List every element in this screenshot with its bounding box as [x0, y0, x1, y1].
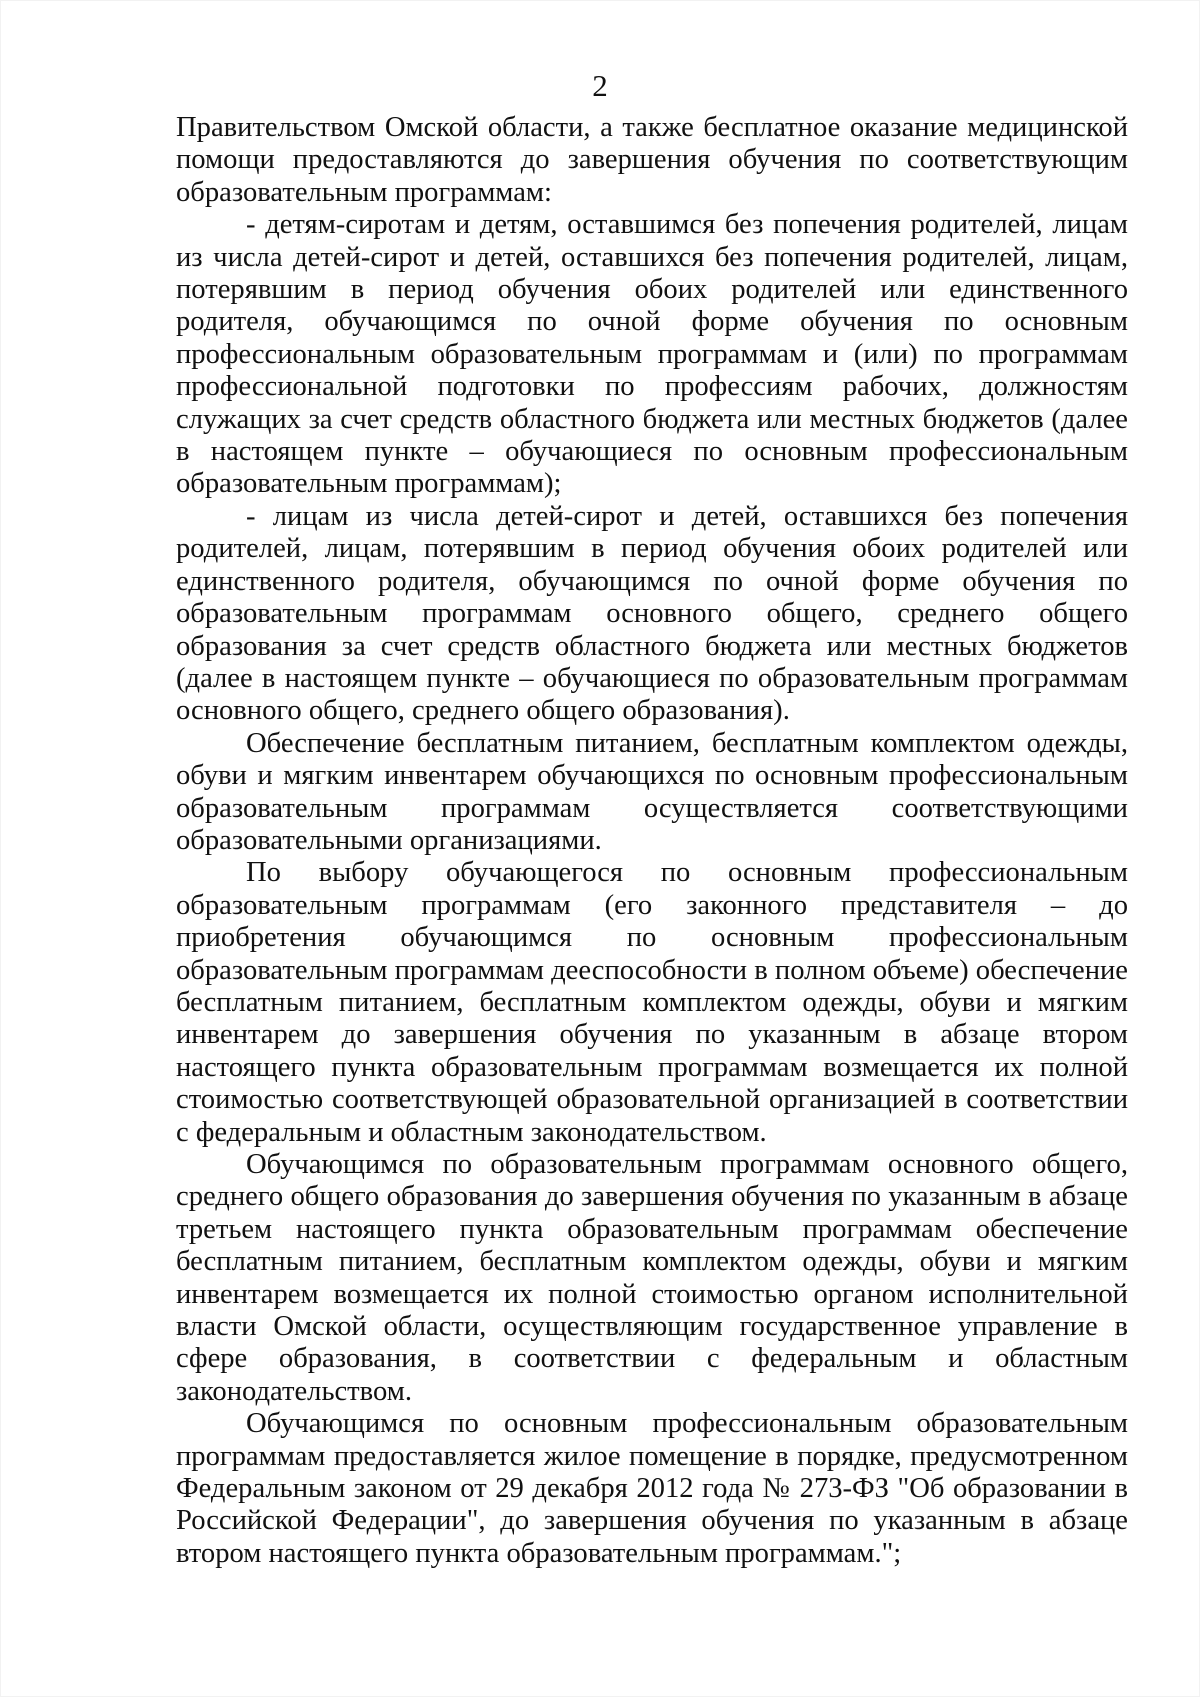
paragraph-choice-compensation: По выбору обучающегося по основным профессиональным образовательным программам (его законного представителя – до приобретения обучающимся по основным профессиональным образовательным программам дееспособности в полном объеме) обеспечение бесплатным питанием, бесплатным комплектом одежды, обуви и мягким инвентарем до завершения обучения по указанным в абзаце втором настоящего пункта образовательным программам возмещается их полной стоимостью соответствующей образовательной организацией в соответствии с федеральным и областным законодательством.: [176, 857, 1128, 1148]
paragraph-general-compensation: Обучающимся по образовательным программам основного общего, среднего общего образования до завершения обучения по указанным в абзаце третьем настоящего пункта образовательным программам обеспечение бесплатным питанием, бесплатным комплектом одежды, обуви и мягким инвентарем возмещается их полной стоимостью органом исполнительной власти Омской области, осуществляющим государственное управление в сфере образования, в соответствии с федеральным и областным законодательством.: [176, 1149, 1128, 1407]
paragraph-provision: Обеспечение бесплатным питанием, бесплатным комплектом одежды, обуви и мягким инвентарем обучающихся по основным профессиональным образовательным программам осуществляется соответствующими образовательными организациями.: [176, 727, 1128, 856]
paragraph-continuation: Правительством Омской области, а также бесплатное оказание медицинской помощи предоставляются до завершения обучения по соответствующим образовательным программам:: [176, 112, 1128, 208]
paragraph-housing: Обучающимся по основным профессиональным образовательным программам предоставляется жилое помещение в порядке, предусмотренном Федеральным законом от 29 декабря 2012 года № 273-ФЗ "Об образовании в Российской Федерации", до завершения обучения по указанным в абзаце втором настоящего пункта образовательным программам.";: [176, 1408, 1128, 1569]
document-body: [176, 112, 1128, 1570]
list-item-orphans-professional: - детям-сиротам и детям, оставшимся без попечения родителей, лицам из числа детей-сирот и детей, оставшихся без попечения родителей, лицам, потерявшим в период обучения обоих родителей или единственного родителя, обучающимся по очной форме обучения по основным профессиональным образовательным программам и (или) по программам профессиональной подготовки по профессиям рабочих, должностям служащих за счет средств областного бюджета или местных бюджетов (далее в настоящем пункте – обучающиеся по основным профессиональным образовательным программам);: [176, 209, 1128, 500]
list-item-orphans-general: - лицам из числа детей-сирот и детей, оставшихся без попечения родителей, лицам, потерявшим в период обучения обоих родителей или единственного родителя, обучающимся по очной форме обучения по образовательным программам основного общего, среднего общего образования за счет средств областного бюджета или местных бюджетов (далее в настоящем пункте – обучающиеся по образовательным программам основного общего, среднего общего образования).: [176, 500, 1128, 727]
page-number: 2: [592, 68, 608, 103]
